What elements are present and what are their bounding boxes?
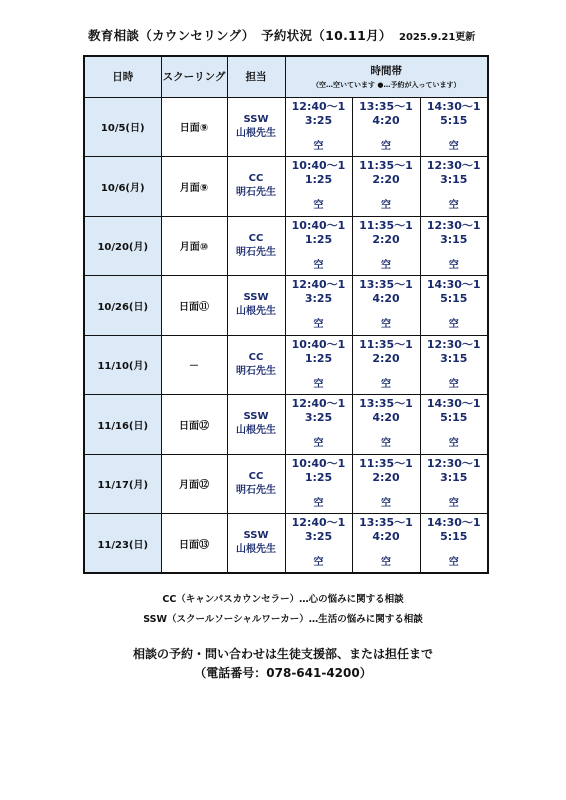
row-date: 11/10(月) xyxy=(84,335,161,395)
row-staff xyxy=(227,157,285,217)
slot-time: 13:35～14:20 xyxy=(359,278,413,306)
staff-role: SSW xyxy=(243,292,269,304)
slot-status: 空 xyxy=(313,378,324,390)
slot-time: 12:40～13:25 xyxy=(291,278,346,306)
slot-status: 空 xyxy=(448,378,459,390)
row-date: 11/17(月) xyxy=(84,454,161,514)
legend-cc: CC（キャンパスカウンセラー）…心の悩みに関する相談 xyxy=(162,594,404,605)
slot-time: 12:30～13:15 xyxy=(426,456,481,484)
time-slot[interactable] xyxy=(420,395,488,455)
row-staff xyxy=(227,514,285,574)
slot-status: 空 xyxy=(448,259,459,271)
updated-date: 2025.9.21更新 xyxy=(399,32,476,43)
row-schooling: 日面⑪ xyxy=(161,276,227,336)
time-slot[interactable] xyxy=(285,335,352,395)
row-staff xyxy=(227,276,285,336)
staff-name: 明石先生 xyxy=(236,246,276,258)
slot-time: 11:35～12:20 xyxy=(359,337,413,365)
slot-status: 空 xyxy=(448,497,459,509)
schedule-body xyxy=(84,97,488,573)
slot-time: 12:30～13:15 xyxy=(426,159,481,187)
time-slot[interactable] xyxy=(285,454,352,514)
slot-status: 空 xyxy=(381,200,391,212)
table-row xyxy=(84,454,488,514)
staff-name: 明石先生 xyxy=(236,484,276,496)
row-staff xyxy=(227,335,285,395)
slot-status: 空 xyxy=(381,140,391,152)
row-schooling: 日面⑫ xyxy=(161,395,227,455)
row-schooling: 月面⑫ xyxy=(161,454,227,514)
row-staff xyxy=(227,216,285,276)
time-slot[interactable] xyxy=(420,157,488,217)
time-slot[interactable] xyxy=(352,276,420,336)
slot-time: 11:35～12:20 xyxy=(359,218,413,246)
slot-status: 空 xyxy=(381,319,391,331)
header-staff: 担当 xyxy=(227,56,285,97)
time-slot[interactable] xyxy=(352,216,420,276)
time-slot[interactable] xyxy=(352,157,420,217)
staff-role: CC xyxy=(248,173,264,185)
page-title: 教育相談（カウンセリング） 予約状況（10.11月） xyxy=(88,28,392,43)
time-slot[interactable] xyxy=(285,395,352,455)
slot-time: 10:40～11:25 xyxy=(291,218,346,246)
staff-role: SSW xyxy=(243,113,269,125)
table-row xyxy=(84,395,488,455)
slot-time: 14:30～15:15 xyxy=(426,397,481,425)
time-slot[interactable] xyxy=(285,216,352,276)
row-staff xyxy=(227,454,285,514)
time-slot[interactable] xyxy=(352,514,420,574)
time-slot[interactable] xyxy=(285,157,352,217)
time-slot[interactable] xyxy=(352,335,420,395)
slot-status: 空 xyxy=(313,259,324,271)
staff-name: 山根先生 xyxy=(236,425,276,437)
contact-line: 相談の予約・問い合わせは生徒支援部、または担任まで xyxy=(132,647,433,661)
staff-name: 明石先生 xyxy=(236,187,276,199)
slot-time: 12:40～13:25 xyxy=(291,99,346,127)
slot-status: 空 xyxy=(448,557,459,568)
time-slot[interactable] xyxy=(285,97,352,157)
staff-name: 山根先生 xyxy=(236,306,276,318)
row-date: 10/6(月) xyxy=(84,157,161,217)
row-date: 11/16(日) xyxy=(84,395,161,455)
row-date: 10/26(日) xyxy=(84,276,161,336)
row-schooling: 日面⑬ xyxy=(161,514,227,574)
staff-role: SSW xyxy=(243,411,269,423)
slot-time: 10:40～11:25 xyxy=(291,456,346,484)
row-staff xyxy=(227,395,285,455)
staff-name: 山根先生 xyxy=(236,127,276,139)
slot-time: 13:35～14:20 xyxy=(359,397,413,425)
staff-role: SSW xyxy=(243,530,269,541)
table-row xyxy=(84,216,488,276)
legend-ssw: SSW（スクールソーシャルワーカー）…生活の悩みに関する相談 xyxy=(143,614,423,625)
time-slot[interactable] xyxy=(420,97,488,157)
slot-time: 14:30～15:15 xyxy=(426,278,481,306)
row-date: 11/23(日) xyxy=(84,514,161,574)
time-slot[interactable] xyxy=(285,514,352,574)
slot-time: 12:30～13:15 xyxy=(426,337,481,365)
staff-role: CC xyxy=(248,351,264,363)
slot-status: 空 xyxy=(313,319,324,331)
table-row xyxy=(84,335,488,395)
row-date: 10/5(日) xyxy=(84,97,161,157)
staff-role: CC xyxy=(248,232,264,244)
slot-time: 12:40～13:25 xyxy=(291,397,346,425)
slot-time: 12:30～13:15 xyxy=(426,218,481,246)
slot-status: 空 xyxy=(448,140,459,152)
slot-time: 14:30～15:15 xyxy=(426,99,481,127)
time-slot[interactable] xyxy=(420,335,488,395)
slot-time: 10:40～11:25 xyxy=(291,337,346,365)
staff-name: 明石先生 xyxy=(236,365,276,377)
slot-time: 10:40～11:25 xyxy=(291,159,346,187)
slot-status: 空 xyxy=(381,438,391,450)
time-slot[interactable] xyxy=(420,454,488,514)
slot-status: 空 xyxy=(381,259,391,271)
row-staff xyxy=(227,97,285,157)
schedule-table xyxy=(83,55,489,574)
row-schooling: 月面⑩ xyxy=(161,216,227,276)
header-time xyxy=(285,56,488,97)
table-row xyxy=(84,157,488,217)
slot-time: 13:35～14:20 xyxy=(359,99,413,127)
time-slot[interactable] xyxy=(285,276,352,336)
slot-status: 空 xyxy=(381,557,391,568)
time-slot[interactable] xyxy=(420,276,488,336)
slot-status: 空 xyxy=(448,438,459,450)
slot-time: 11:35～12:20 xyxy=(359,159,413,187)
slot-time: 14:30～15:15 xyxy=(426,516,481,543)
row-schooling: － xyxy=(161,335,227,395)
row-schooling: 日面⑨ xyxy=(161,97,227,157)
slot-status: 空 xyxy=(381,378,391,390)
slot-status: 空 xyxy=(448,319,459,331)
row-schooling: 月面⑨ xyxy=(161,157,227,217)
header-schooling: スクーリング xyxy=(161,56,227,97)
time-slot[interactable] xyxy=(352,454,420,514)
row-date: 10/20(月) xyxy=(84,216,161,276)
slot-status: 空 xyxy=(448,200,459,212)
table-row xyxy=(84,514,488,574)
table-row xyxy=(84,276,488,336)
staff-role: CC xyxy=(248,470,264,482)
slot-time: 11:35～12:20 xyxy=(359,456,413,484)
slot-status: 空 xyxy=(313,497,324,509)
contact-phone: （電話番号：078-641-4200） xyxy=(194,666,372,680)
time-slot[interactable] xyxy=(420,514,488,574)
table-row xyxy=(84,97,488,157)
slot-status: 空 xyxy=(313,200,324,212)
time-slot[interactable] xyxy=(352,97,420,157)
time-slot[interactable] xyxy=(420,216,488,276)
header-date: 日時 xyxy=(84,56,161,97)
time-slot[interactable] xyxy=(352,395,420,455)
header-row xyxy=(84,56,488,97)
staff-name: 山根先生 xyxy=(236,544,276,555)
slot-status: 空 xyxy=(313,140,324,152)
header-time-label: 時間帯 xyxy=(370,65,402,78)
header-time-note: （空…空いています ●…予約が入っています） xyxy=(311,81,461,90)
slot-time: 12:40～13:25 xyxy=(291,516,346,543)
slot-time: 13:35～14:20 xyxy=(359,516,413,543)
slot-status: 空 xyxy=(313,438,324,450)
slot-status: 空 xyxy=(381,497,391,509)
slot-status: 空 xyxy=(313,557,324,568)
